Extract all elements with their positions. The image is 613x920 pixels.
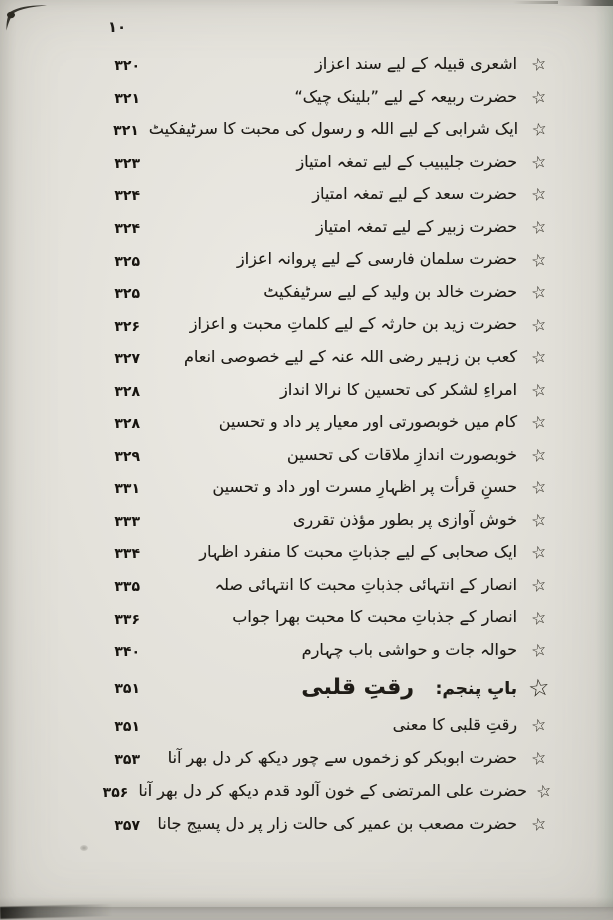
entry-title: ایک شرابی کے لیے اللہ و رسول کی محبت کا سرٹیفکیٹ — [148, 119, 519, 139]
toc-row — [88, 569, 561, 602]
toc-row — [88, 774, 561, 807]
toc-row — [88, 439, 561, 472]
toc-row — [88, 741, 561, 774]
entry-page-number: ۳۲۷ — [114, 351, 140, 368]
star-icon: ☆ — [529, 574, 549, 598]
star-icon: ☆ — [529, 411, 549, 435]
star-icon: ☆ — [529, 477, 549, 500]
star-icon: ☆ — [529, 813, 549, 837]
entry-page-number: ۳۲۵ — [114, 253, 140, 270]
entry-page-number: ۳۲۸ — [114, 383, 140, 400]
toc-row — [88, 708, 561, 741]
page-number-top: ۱۰ — [107, 18, 127, 36]
star-icon: ☆ — [529, 714, 549, 738]
toc-row — [88, 504, 561, 537]
toc-row — [88, 341, 561, 374]
chapter-heading-row — [88, 666, 561, 708]
entry-title: حوالہ جات و حواشی باب چہارم — [301, 639, 517, 659]
star-icon: ☆ — [534, 780, 554, 804]
table-of-contents — [88, 48, 561, 840]
entry-page-number: ۳۲۰ — [114, 58, 140, 75]
star-icon: ☆ — [529, 184, 549, 207]
toc-row — [88, 48, 561, 81]
entry-page-number: ۳۲۵ — [114, 286, 140, 303]
star-icon: ☆ — [529, 607, 549, 630]
entry-page-number: ۳۲۹ — [114, 448, 140, 465]
entry-page-number: ۳۲۴ — [114, 221, 140, 237]
entry-title: کعب بن زہیر رضی اللہ عنہ کے لیے خصوصی انعام — [183, 347, 517, 366]
toc-row — [88, 113, 561, 146]
star-icon: ☆ — [529, 151, 549, 175]
toc-row — [88, 243, 561, 276]
toc-row — [88, 406, 561, 439]
entry-page-number: ۳۳۳ — [114, 513, 140, 530]
star-icon: ☆ — [529, 509, 549, 533]
star-icon: ☆ — [529, 639, 549, 663]
entry-page-number: ۳۵۶ — [102, 784, 129, 801]
star-icon: ☆ — [529, 216, 549, 240]
toc-row — [88, 536, 561, 569]
entry-page-number: ۳۳۴ — [114, 546, 140, 563]
toc-row — [88, 373, 561, 406]
scan-edge-streak-artifact — [553, 0, 613, 6]
entry-page-number: ۳۵۳ — [114, 751, 140, 768]
scan-edge-streak-faint-artifact — [513, 1, 558, 4]
entry-title: حضرت مصعب بن عمیر کی حالت زار پر دل پسیج جانا — [157, 813, 517, 833]
toc-row — [88, 601, 561, 634]
entry-page-number: ۳۵۷ — [114, 817, 140, 834]
entry-page-number: ۳۲۶ — [114, 318, 140, 335]
entry-page-number: ۳۳۵ — [114, 579, 140, 596]
star-icon: ☆ — [529, 747, 549, 771]
chapter-title: رقتِ قلبی — [301, 674, 414, 700]
entry-title: انصار کے جذباتِ محبت کا محبت بھرا جواب — [232, 607, 517, 627]
star-icon: ☆ — [529, 53, 549, 77]
chapter-heading — [144, 675, 517, 700]
entry-title: حضرت جلیبیب کے لیے تمغہ امتیاز — [296, 151, 517, 171]
star-icon: ☆ — [529, 86, 549, 110]
entry-page-number: ۳۳۱ — [114, 481, 140, 498]
entry-title: حضرت علی المرتضی کے خون آلود قدم دیکھ کر دل بھر آنا — [138, 780, 527, 800]
star-icon: ☆ — [529, 249, 549, 272]
entry-title: حضرت سعد کے لیے تمغہ امتیاز — [312, 184, 517, 204]
star-icon: ☆ — [529, 281, 549, 305]
entry-page-number: ۳۵۱ — [114, 681, 140, 698]
entry-title: کام میں خوبصورتی اور معیار پر داد و تحسین — [218, 412, 517, 432]
entry-page-number: ۳۲۱ — [114, 90, 140, 107]
entry-title: امراءِ لشکر کی تحسین کا نرالا انداز — [280, 379, 517, 399]
scan-right-edge-tint — [595, 0, 613, 920]
entry-title: رقتِ قلبی کا معنی — [392, 714, 517, 734]
star-icon: ☆ — [529, 444, 549, 468]
star-icon: ☆ — [529, 379, 549, 403]
toc-row — [88, 81, 561, 114]
entry-title: حضرت سلمان فارسی کے لیے پروانہ اعزاز — [236, 249, 517, 269]
toc-row — [88, 276, 561, 309]
star-icon: ☆ — [529, 542, 549, 565]
entry-title: حضرت خالد بن ولید کے لیے سرٹیفکیٹ — [263, 281, 517, 301]
entry-title: حضرت ابوبکر کو زخموں سے چور دیکھ کر دل بھر آنا — [167, 747, 517, 767]
entry-title: انصار کے انتہائی جذباتِ محبت کا انتہائی صلہ — [214, 574, 517, 594]
entry-title: حضرت زید بن حارثہ کے لیے کلماتِ محبت و اعزاز — [189, 314, 517, 334]
chapter-label: بابِ پنجم: — [435, 678, 517, 699]
entry-page-number: ۳۲۸ — [114, 416, 140, 433]
page-corner-mark-artifact — [2, 2, 48, 34]
star-icon: ☆ — [529, 314, 549, 338]
star-icon: ☆ — [529, 118, 550, 142]
entry-page-number: ۳۳۶ — [114, 611, 140, 628]
entry-title: ایک صحابی کے لیے جذباتِ محبت کا منفرد اظہار — [199, 542, 517, 562]
toc-row — [88, 211, 561, 244]
entry-page-number: ۳۲۴ — [114, 188, 140, 205]
entry-title: خوبصورت اندازِ ملاقات کی تحسین — [286, 444, 517, 464]
entry-title: حسنِ قرأت پر اظہارِ مسرت اور داد و تحسین — [212, 477, 517, 497]
entry-title: اشعری قبیلہ کے لیے سند اعزاز — [314, 54, 517, 74]
toc-row — [88, 178, 561, 211]
star-icon: ☆ — [529, 346, 549, 370]
entry-title: خوش آوازی پر بطور مؤذن تقرری — [292, 509, 517, 529]
star-icon: ☆ — [526, 673, 552, 704]
entry-page-number: ۳۲۱ — [113, 123, 139, 140]
entry-page-number: ۳۵۱ — [114, 718, 140, 735]
toc-row — [88, 308, 561, 341]
entry-title: حضرت زبیر کے لیے تمغہ امتیاز — [315, 216, 517, 236]
entry-title: حضرت ربیعہ کے لیے ”بلینک چیک“ — [294, 86, 517, 106]
entry-page-number: ۳۴۰ — [114, 644, 140, 661]
toc-row — [88, 146, 561, 179]
toc-row — [88, 471, 561, 504]
scan-smudge-artifact — [80, 845, 88, 851]
toc-row — [88, 807, 561, 840]
entry-page-number: ۳۲۳ — [114, 155, 140, 172]
toc-row — [88, 634, 561, 667]
